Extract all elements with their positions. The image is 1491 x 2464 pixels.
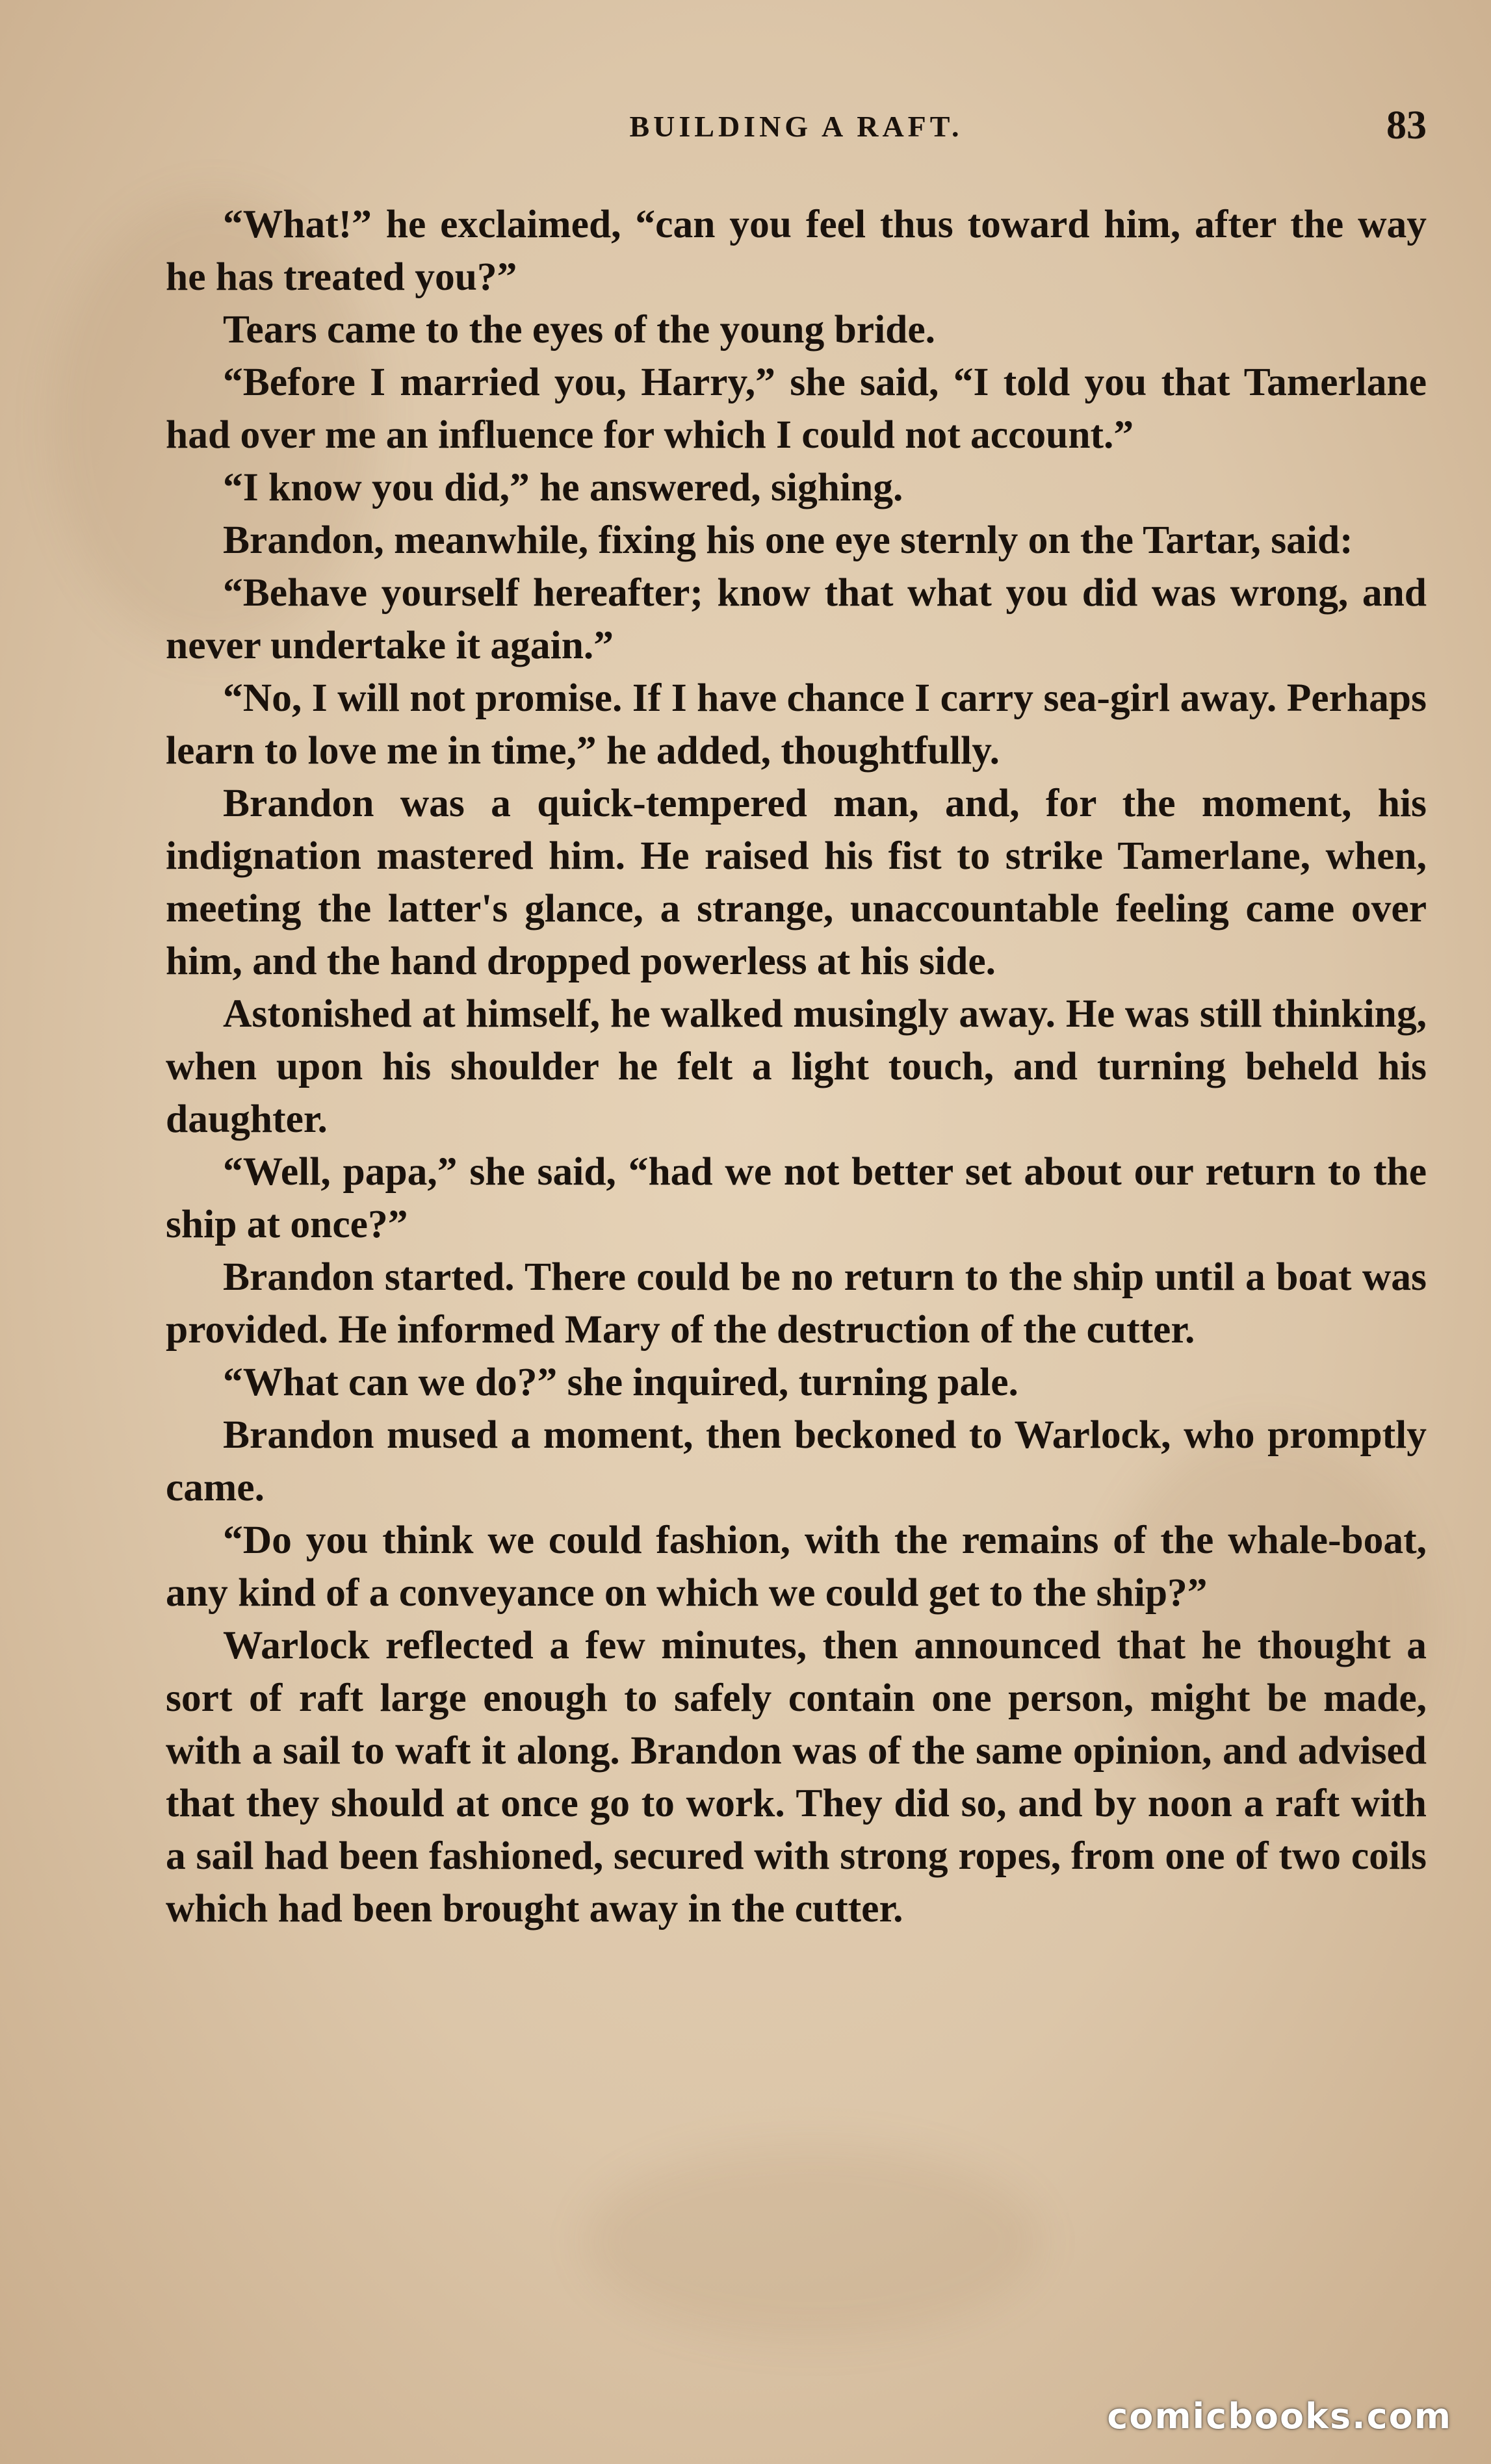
paragraph: Brandon started. There could be no return to the ship until a boat was provided. He informed Mary of the destruction of the cutter. xyxy=(166,1255,1427,1352)
paragraph: Tears came to the eyes of the young bride. xyxy=(223,307,936,352)
page-header xyxy=(166,97,1427,156)
paragraph: “What can we do?” she inquired, turning pale. xyxy=(223,1360,1018,1404)
body-text xyxy=(166,198,1427,1935)
paragraph: “I know you did,” he answered, sighing. xyxy=(223,465,903,509)
paragraph: Brandon was a quick-tempered man, and, for the moment, his indignation mastered him. He raised his fist to strike Tamerlane, when, meeting the latter's glance, a strange, unaccountable feeling came over him, and the hand dropped powerless at his side. xyxy=(166,781,1427,983)
paragraph: “Well, papa,” she said, “had we not better set about our return to the ship at once?” xyxy=(166,1149,1427,1246)
paragraph: “Behave yourself hereafter; know that what you did was wrong, and never undertake it again.” xyxy=(166,571,1427,667)
paragraph: Brandon, meanwhile, fixing his one eye sternly on the Tartar, said: xyxy=(223,518,1353,562)
site-watermark: comicbooks.com xyxy=(1107,2396,1452,2437)
page-number: 83 xyxy=(1386,103,1427,148)
paragraph: “What!” he exclaimed, “can you feel thus toward him, after the way he has treated you?” xyxy=(166,202,1427,299)
running-head: BUILDING A RAFT. xyxy=(629,110,963,143)
paragraph: Brandon mused a moment, then beckoned to Warlock, who promptly came. xyxy=(166,1413,1427,1509)
paragraph: “Before I married you, Harry,” she said, “I told you that Tamerlane had over me an influence for which I could not account.” xyxy=(166,360,1427,457)
paper-stain xyxy=(585,2144,1040,2339)
paragraph: Warlock reflected a few minutes, then announced that he thought a sort of raft large enough to safely contain one person, might be made, with a sail to waft it along. Brandon was of the same opinion, and advised that they should at once go to work. They did so, and by noon a raft with a sail had been fashioned, secured with strong ropes, from one of two coils which had been brought away in the cutter. xyxy=(166,1623,1427,1931)
paragraph: “No, I will not promise. If I have chance I carry sea-girl away. Perhaps learn to love me in time,” he added, thoughtfully. xyxy=(166,676,1427,773)
paragraph: Astonished at himself, he walked musingly away. He was still thinking, when upon his shoulder he felt a light touch, and turning beheld his daughter. xyxy=(166,992,1427,1141)
paragraph: “Do you think we could fashion, with the remains of the whale-boat, any kind of a conveyance on which we could get to the ship?” xyxy=(166,1518,1427,1615)
